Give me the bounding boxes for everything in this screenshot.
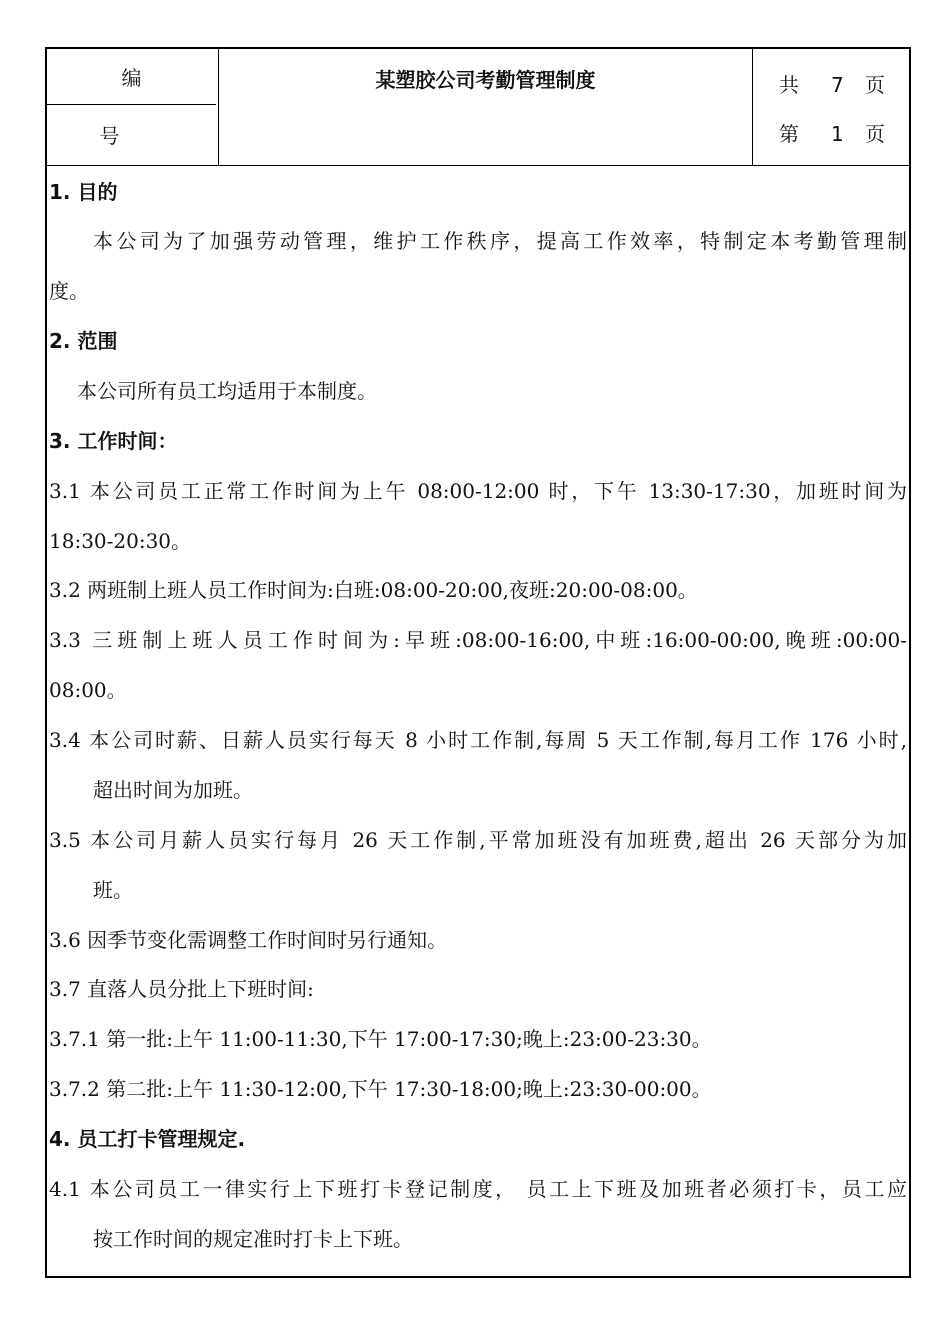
clause-line: 3.7.2 第二批:上午 11:30-12:00,下午 17:30-18:00;晚上:23:30-00:00。 — [49, 1077, 712, 1101]
current-page: 第 1 页 — [779, 122, 885, 146]
section-heading: 4. 员工打卡管理规定. — [49, 1127, 246, 1151]
total-pages: 共 7 页 — [779, 73, 885, 97]
document-title: 某塑胶公司考勤管理制度 — [219, 49, 753, 165]
paragraph-line: 本公司所有员工均适用于本制度。 — [77, 379, 377, 403]
section-heading: 2. 范围 — [49, 329, 118, 353]
clause-line: 08:00。 — [49, 678, 127, 702]
document-header — [47, 49, 909, 166]
clause-line: 3.3 三班制上班人员工作时间为:早班:08:00-16:00,中班:16:00-00:00,晚班:00:00- — [49, 628, 907, 652]
clause-line: 3.1 本公司员工正常工作时间为上午 08:00-12:00 时，下午 13:30-17:30，加班时间为 — [49, 479, 907, 503]
clause-line: 3.5 本公司月薪人员实行每月 26 天工作制,平常加班没有加班费,超出 26 天部分为加 — [49, 828, 907, 852]
clause-line: 3.6 因季节变化需调整工作时间时另行通知。 — [49, 928, 448, 952]
clause-line: 3.4 本公司时薪、日薪人员实行每天 8 小时工作制,每周 5 天工作制,每月工作 176 小时, — [49, 728, 907, 752]
document-page — [45, 47, 911, 1278]
clause-line: 3.7.1 第一批:上午 11:00-11:30,下午 17:00-17:30;晚上:23:00-23:30。 — [49, 1027, 712, 1051]
clause-line: 3.2 两班制上班人员工作时间为:白班:08:00-20:00,夜班:20:00-08:00。 — [49, 578, 698, 602]
section-heading: 1. 目的 — [49, 180, 118, 204]
clause-line: 18:30-20:30。 — [49, 529, 192, 553]
paragraph-line: 本公司为了加强劳动管理，维护工作秩序，提高工作效率，特制定本考勤管理制 — [93, 229, 907, 253]
code-label: 编号 — [47, 49, 216, 105]
clause-line: 按工作时间的规定准时打卡上下班。 — [93, 1227, 413, 1251]
page-count-cell — [753, 49, 909, 165]
paragraph-line: 度。 — [49, 279, 89, 303]
clause-line: 班。 — [93, 878, 133, 902]
code-cell — [47, 49, 219, 165]
section-heading: 3. 工作时间： — [49, 429, 178, 453]
clause-line: 4.1 本公司员工一律实行上下班打卡登记制度， 员工上下班及加班者必须打卡，员工应 — [49, 1177, 907, 1201]
clause-line: 3.7 直落人员分批上下班时间: — [49, 977, 314, 1001]
clause-line: 超出时间为加班。 — [93, 778, 253, 802]
